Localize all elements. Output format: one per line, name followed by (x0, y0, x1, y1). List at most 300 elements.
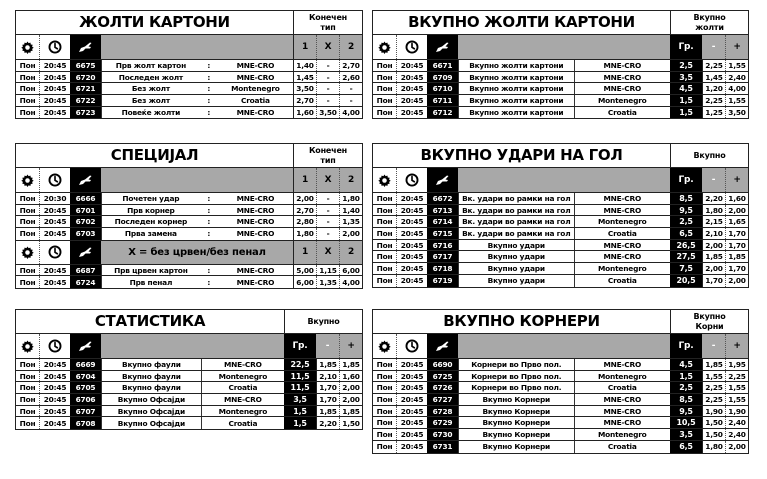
odd-button-away[interactable]: 6,00 (339, 265, 362, 276)
table-row[interactable] (373, 394, 748, 406)
odd-under-button[interactable]: 1,25 (702, 107, 725, 119)
code-cell: 6713 (427, 205, 458, 216)
day-cell: Пон (373, 429, 397, 440)
table-row[interactable] (373, 371, 748, 383)
market-description: Вкупно удари (459, 275, 575, 287)
day-cell: Пон (373, 193, 397, 204)
panel-header (16, 310, 362, 334)
separator-colon: : (207, 217, 211, 227)
odd-button-away[interactable]: - (339, 83, 362, 94)
odd-over-button[interactable]: 2,40 (725, 429, 748, 440)
market-cell (458, 429, 670, 440)
table-row[interactable] (373, 441, 748, 453)
table-row[interactable] (373, 240, 748, 252)
column-header-under: - (702, 35, 725, 59)
code-cell: 6710 (427, 83, 458, 94)
day-cell: Пон (373, 417, 397, 428)
market-cell (101, 95, 293, 106)
column-header-over: + (725, 35, 748, 59)
code-cell: 6708 (70, 417, 101, 429)
rows-group (373, 60, 748, 118)
day-cell: Пон (16, 107, 40, 119)
code-cell: 6728 (427, 406, 458, 417)
time-cell: 20:45 (43, 359, 67, 369)
odd-button-draw[interactable]: - (316, 72, 339, 83)
market-cell (101, 228, 293, 240)
odd-under-button[interactable]: 2,15 (702, 216, 725, 227)
team-name: MNE-CRO (603, 240, 642, 250)
table-row[interactable] (16, 394, 362, 406)
market-cell (101, 60, 293, 71)
market-description: Вкупно Корнери (459, 406, 575, 417)
odd-over-button[interactable]: 1,55 (725, 394, 748, 405)
time-cell: 20:45 (43, 406, 67, 416)
column-header-over: + (339, 334, 362, 358)
panel-header (16, 144, 362, 168)
day-cell: Пон (373, 441, 397, 453)
table-row[interactable] (16, 95, 362, 107)
odd-over-button[interactable]: 1,85 (339, 406, 362, 417)
time-cell: 20:45 (400, 60, 424, 70)
market-description: Вкупно удари (459, 263, 575, 274)
odd-button-home[interactable]: 6,00 (293, 276, 316, 288)
time-cell: 20:45 (400, 394, 424, 404)
market-description: Вкупно Корнери (459, 417, 575, 428)
odd-over-button[interactable]: 1,55 (725, 382, 748, 393)
subheader (458, 168, 670, 192)
code-cell: 6672 (427, 193, 458, 204)
table-row[interactable] (373, 216, 748, 228)
odd-over-button[interactable]: 1,70 (725, 263, 748, 274)
market-description: Вкупно Корнери (459, 441, 575, 453)
odd-button-draw[interactable]: - (316, 228, 339, 240)
line-value: 9,5 (670, 406, 702, 417)
column-header-over: + (725, 168, 748, 192)
odd-over-button[interactable]: 1,90 (725, 406, 748, 417)
table-row[interactable] (373, 107, 748, 119)
panel-title: ВКУПНО УДАРИ НА ГОЛ (420, 146, 623, 164)
odd-over-button[interactable]: 1,95 (725, 359, 748, 370)
hand-writing-icon (70, 168, 101, 192)
table-row[interactable] (373, 382, 748, 394)
team-name: Croatia (240, 95, 270, 105)
line-value: 1,5 (670, 371, 702, 382)
code-cell: 6709 (427, 72, 458, 83)
odd-under-button[interactable]: 1,90 (702, 406, 725, 417)
table-row[interactable] (16, 83, 362, 95)
market-description: Вкупно фаули (102, 382, 202, 393)
market-description: Прва замена (124, 229, 177, 239)
market-cell (458, 406, 670, 417)
gear-icon (373, 334, 397, 358)
market-cell (101, 72, 293, 83)
odd-over-button[interactable]: 2,40 (725, 72, 748, 83)
code-cell: 6723 (70, 107, 101, 119)
odd-button-away[interactable]: 1,35 (339, 216, 362, 227)
time-cell: 20:45 (400, 84, 424, 94)
odd-under-button[interactable]: 1,70 (316, 382, 339, 393)
line-value: 4,5 (670, 83, 702, 94)
table-row[interactable] (373, 228, 748, 240)
team-name: MNE-CRO (603, 406, 642, 416)
odd-over-button[interactable]: 1,65 (725, 216, 748, 227)
odd-over-button[interactable]: 2,00 (725, 275, 748, 287)
time-cell: 20:45 (400, 383, 424, 393)
market-description: Вк. удари во рамки на гол (459, 216, 575, 227)
team-name: MNE-CRO (603, 394, 642, 404)
market-cell (458, 216, 670, 227)
odd-under-button[interactable]: 1,70 (702, 275, 725, 287)
odd-over-button[interactable]: 1,70 (725, 228, 748, 239)
table-row[interactable] (373, 429, 748, 441)
code-cell: 6727 (427, 394, 458, 405)
team-name: Croatia (607, 383, 637, 393)
odd-under-button[interactable]: 1,80 (702, 205, 725, 216)
rows-group (16, 60, 362, 118)
odd-button-draw[interactable]: 1,15 (316, 265, 339, 276)
odd-over-button[interactable]: 2,00 (725, 441, 748, 453)
panel-total-corners (372, 309, 749, 454)
market-description: Вк. удари во рамки на гол (459, 205, 575, 216)
odd-under-button[interactable]: 1,85 (702, 359, 725, 370)
market-cell (101, 107, 293, 119)
team-name: MNE-CRO (603, 418, 642, 428)
odd-under-button[interactable]: 2,20 (702, 193, 725, 204)
market-description: Вкупно жолти картони (459, 95, 575, 106)
odd-under-button[interactable]: 1,80 (702, 441, 725, 453)
odd-under-button[interactable]: 1,50 (702, 429, 725, 440)
separator-colon: : (207, 72, 211, 82)
panel-title: ЖОЛТИ КАРТОНИ (79, 13, 230, 31)
table-row[interactable] (373, 72, 748, 84)
market-cell (458, 394, 670, 405)
column-header-away: 2 (339, 241, 362, 264)
odd-under-button[interactable]: 1,70 (316, 394, 339, 405)
clock-icon (40, 35, 70, 59)
odd-over-button[interactable]: 1,85 (725, 251, 748, 262)
panel-special (15, 143, 363, 289)
odd-button-draw[interactable]: - (316, 216, 339, 227)
table-row[interactable] (373, 275, 748, 287)
panel-title: ВКУПНО КОРНЕРИ (443, 312, 600, 330)
market-cell (101, 359, 284, 370)
odd-button-home[interactable]: 2,70 (293, 205, 316, 216)
time-cell: 20:45 (43, 418, 67, 428)
odd-over-button[interactable]: 2,40 (725, 417, 748, 428)
table-row[interactable] (16, 359, 362, 371)
odd-under-button[interactable]: 2,00 (702, 240, 725, 251)
odd-button-home[interactable]: 2,80 (293, 216, 316, 227)
odd-button-home[interactable]: 1,80 (293, 228, 316, 240)
code-cell: 6717 (427, 251, 458, 262)
column-header-draw: X (316, 35, 339, 59)
team-name: Croatia (228, 418, 258, 428)
market-description: Корнери во Прво пол. (459, 382, 575, 393)
table-row[interactable] (373, 359, 748, 371)
odd-button-away[interactable]: 1,40 (339, 205, 362, 216)
odd-button-home[interactable]: 1,45 (293, 72, 316, 83)
team-name: MNE-CRO (603, 252, 642, 262)
odd-under-button[interactable]: 1,55 (702, 371, 725, 382)
day-cell: Пон (373, 275, 397, 287)
hand-writing-icon (70, 35, 101, 59)
separator-colon: : (207, 84, 211, 94)
odd-under-button[interactable]: 1,45 (702, 72, 725, 83)
table-row[interactable] (373, 417, 748, 429)
odd-button-home[interactable]: 2,00 (293, 193, 316, 204)
day-cell: Пон (373, 406, 397, 417)
gear-icon (16, 35, 40, 59)
odd-under-button[interactable]: 2,25 (702, 95, 725, 106)
table-row[interactable] (16, 205, 362, 217)
column-header-draw: X (316, 168, 339, 192)
odd-under-button[interactable]: 2,25 (702, 394, 725, 405)
clock-icon (397, 35, 427, 59)
odd-under-button[interactable]: 2,10 (702, 228, 725, 239)
odd-button-draw[interactable]: 3,50 (316, 107, 339, 119)
icon-header-row (16, 35, 362, 60)
rows-group (16, 193, 362, 240)
table-row[interactable] (373, 83, 748, 95)
table-row[interactable] (373, 263, 748, 275)
panel-total-yellow-cards (372, 10, 749, 119)
table-row[interactable] (16, 406, 362, 418)
table-row[interactable] (373, 193, 748, 205)
odd-over-button[interactable]: 1,85 (339, 359, 362, 370)
team-name: MNE-CRO (603, 193, 642, 203)
code-cell: 6718 (427, 263, 458, 274)
day-cell: Пон (16, 193, 40, 204)
time-cell: 20:30 (43, 193, 67, 203)
market-type-label: Конечен тип (293, 11, 362, 34)
market-cell (101, 205, 293, 216)
market-cell (458, 107, 670, 119)
panel-title: ВКУПНО ЖОЛТИ КАРТОНИ (408, 13, 635, 31)
market-description: Вкупно жолти картони (459, 107, 575, 119)
line-value: 6,5 (670, 228, 702, 239)
code-cell: 6706 (70, 394, 101, 405)
odd-over-button[interactable]: 3,50 (725, 107, 748, 119)
time-cell: 20:45 (43, 72, 67, 82)
time-cell: 20:45 (400, 263, 424, 273)
team-name: Croatia (607, 276, 637, 286)
market-cell (458, 263, 670, 274)
odd-button-away[interactable]: - (339, 95, 362, 106)
table-row[interactable] (16, 276, 362, 288)
table-row[interactable] (16, 371, 362, 383)
gear-icon (373, 168, 397, 192)
market-description: Прв жолт картон (115, 60, 186, 70)
column-header-away: 2 (339, 168, 362, 192)
team-name: Croatia (607, 442, 637, 452)
market-description: Вкупно Офсајди (102, 394, 202, 405)
market-cell (458, 441, 670, 453)
gear-icon (16, 241, 40, 264)
odd-over-button[interactable]: 1,70 (725, 240, 748, 251)
odd-button-draw[interactable]: - (316, 83, 339, 94)
odd-under-button[interactable]: 2,00 (702, 263, 725, 274)
day-cell: Пон (16, 371, 40, 382)
odd-button-away[interactable]: 1,80 (339, 193, 362, 204)
market-cell (101, 371, 284, 382)
table-row[interactable] (16, 72, 362, 84)
panel-total-shots (372, 143, 749, 288)
subheader (458, 35, 670, 59)
table-row[interactable] (16, 228, 362, 240)
odd-button-away[interactable]: 4,00 (339, 276, 362, 288)
code-cell: 6726 (427, 382, 458, 393)
clock-icon (40, 168, 70, 192)
odd-button-away[interactable]: 2,60 (339, 72, 362, 83)
code-cell: 6730 (427, 429, 458, 440)
separator-colon: : (207, 229, 211, 239)
market-cell (458, 251, 670, 262)
day-cell: Пон (16, 359, 40, 370)
day-cell: Пон (16, 205, 40, 216)
table-row[interactable] (16, 193, 362, 205)
code-cell: 6704 (70, 371, 101, 382)
day-cell: Пон (373, 394, 397, 405)
day-cell: Пон (16, 60, 40, 71)
time-cell: 20:45 (400, 418, 424, 428)
line-value: 11,5 (284, 371, 316, 382)
odd-over-button[interactable]: 1,60 (339, 371, 362, 382)
market-cell (458, 240, 670, 251)
odd-under-button[interactable]: 1,85 (316, 359, 339, 370)
table-row[interactable] (373, 251, 748, 263)
team-name: Montenegro (598, 263, 647, 273)
time-cell: 20:45 (43, 108, 67, 118)
table-row[interactable] (16, 60, 362, 72)
column-header-home: 1 (293, 241, 316, 264)
table-row[interactable] (16, 382, 362, 394)
table-row[interactable] (16, 216, 362, 228)
table-row[interactable] (16, 107, 362, 119)
odd-button-home[interactable]: 5,00 (293, 265, 316, 276)
code-cell: 6722 (70, 95, 101, 106)
market-description: Повеќе жолти (121, 108, 181, 118)
column-header-over: + (725, 334, 748, 358)
separator-colon: : (207, 60, 211, 70)
table-row[interactable] (373, 205, 748, 217)
odd-button-draw[interactable]: - (316, 193, 339, 204)
odd-button-home[interactable]: 3,50 (293, 83, 316, 94)
time-cell: 20:45 (43, 394, 67, 404)
odd-over-button[interactable]: 1,50 (339, 417, 362, 429)
odd-over-button[interactable]: 2,00 (339, 382, 362, 393)
odd-under-button[interactable]: 2,10 (316, 371, 339, 382)
line-value: 2,5 (670, 60, 702, 71)
market-cell (101, 406, 284, 417)
line-value: 11,5 (284, 382, 316, 393)
time-cell: 20:45 (400, 228, 424, 238)
odd-over-button[interactable]: 2,00 (725, 205, 748, 216)
line-value: 4,5 (670, 359, 702, 370)
column-header-under: - (702, 168, 725, 192)
odd-over-button[interactable]: 1,55 (725, 60, 748, 71)
day-cell: Пон (16, 394, 40, 405)
odd-button-home[interactable]: 1,60 (293, 107, 316, 119)
odd-button-away[interactable]: 2,00 (339, 228, 362, 240)
odd-button-home[interactable]: 1,40 (293, 60, 316, 71)
time-cell: 20:45 (400, 240, 424, 250)
code-cell: 6715 (427, 228, 458, 239)
line-value: 6,5 (670, 441, 702, 453)
line-value: 1,5 (284, 417, 316, 429)
market-cell (458, 275, 670, 287)
table-row[interactable] (373, 95, 748, 107)
day-cell: Пон (16, 83, 40, 94)
odd-button-away[interactable]: 4,00 (339, 107, 362, 119)
time-cell: 20:45 (400, 193, 424, 203)
odd-under-button[interactable]: 2,25 (702, 60, 725, 71)
odd-button-draw[interactable]: - (316, 60, 339, 71)
code-cell: 6720 (70, 72, 101, 83)
code-cell: 6724 (70, 276, 101, 288)
market-description: Вкупно Корнери (459, 429, 575, 440)
odd-under-button[interactable]: 1,85 (702, 251, 725, 262)
team-name: MNE-CRO (236, 193, 275, 203)
clock-icon (397, 334, 427, 358)
hand-writing-icon (427, 35, 458, 59)
market-cell (458, 83, 670, 94)
odd-under-button[interactable]: 2,25 (702, 382, 725, 393)
day-cell: Пон (373, 240, 397, 251)
table-row[interactable] (373, 60, 748, 72)
subheader (101, 334, 284, 358)
icon-header-row (373, 334, 748, 359)
market-cell (458, 228, 670, 239)
table-row[interactable] (373, 406, 748, 418)
odd-button-draw[interactable]: - (316, 95, 339, 106)
line-value: 9,5 (670, 205, 702, 216)
odd-button-draw[interactable]: - (316, 205, 339, 216)
column-header-home: 1 (293, 35, 316, 59)
odd-over-button[interactable]: 2,00 (339, 394, 362, 405)
time-cell: 20:45 (400, 429, 424, 439)
panel-header (373, 310, 748, 334)
market-description: Вкупно фаули (102, 359, 202, 370)
table-row[interactable] (16, 417, 362, 429)
time-cell: 20:45 (43, 371, 67, 381)
odd-under-button[interactable]: 1,50 (702, 417, 725, 428)
icon-header-row (373, 35, 748, 60)
team-name: MNE-CRO (236, 60, 275, 70)
team-name: MNE-CRO (603, 60, 642, 70)
icon-header-row (373, 168, 748, 193)
odd-under-button[interactable]: 2,20 (316, 417, 339, 429)
table-row[interactable] (16, 265, 362, 277)
column-header-line: Гр. (670, 168, 702, 192)
odd-under-button[interactable]: 1,85 (316, 406, 339, 417)
odd-button-home[interactable]: 2,70 (293, 95, 316, 106)
odd-over-button[interactable]: 1,60 (725, 193, 748, 204)
time-cell: 20:45 (43, 265, 67, 275)
team-name: MNE-CRO (603, 72, 642, 82)
day-cell: Пон (16, 417, 40, 429)
odd-button-draw[interactable]: 1,35 (316, 276, 339, 288)
market-description: Вкупно Офсајди (102, 417, 202, 429)
rows-group (16, 265, 362, 288)
odd-over-button[interactable]: 1,55 (725, 95, 748, 106)
odd-over-button[interactable]: 2,25 (725, 371, 748, 382)
odd-over-button[interactable]: 4,00 (725, 83, 748, 94)
odd-under-button[interactable]: 1,20 (702, 83, 725, 94)
day-cell: Пон (16, 406, 40, 417)
market-cell (101, 394, 284, 405)
separator-colon: : (207, 265, 211, 275)
odd-button-away[interactable]: 2,70 (339, 60, 362, 71)
